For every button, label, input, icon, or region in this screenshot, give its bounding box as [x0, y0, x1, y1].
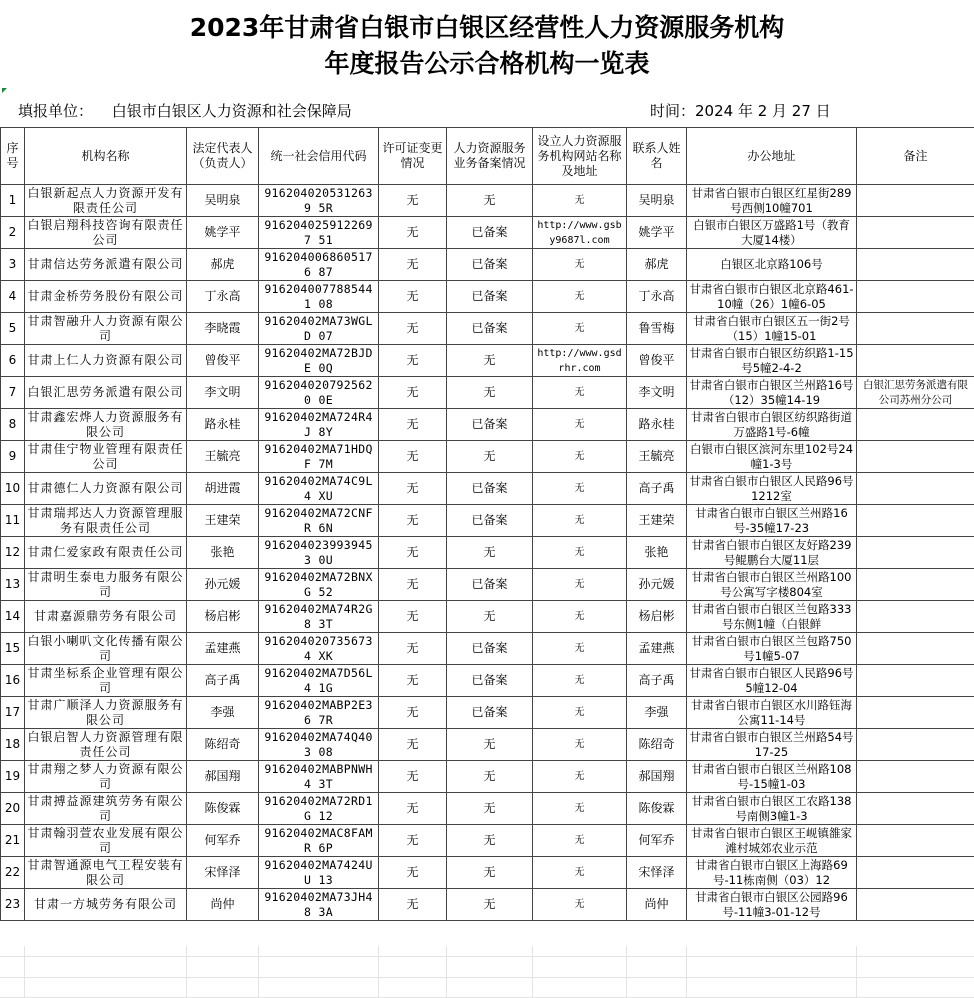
cell-site: 无 [533, 185, 627, 217]
header-col-name: 机构名称 [25, 128, 187, 185]
cell-record: 无 [447, 889, 533, 921]
cell-code: 91620402MA724R4J 8Y [259, 409, 379, 441]
cell-rep: 高子禹 [187, 665, 259, 697]
cell-note [857, 633, 974, 665]
cell-code: 91620402MAC8FAMR 6P [259, 825, 379, 857]
cell-contact: 高子禹 [627, 473, 687, 505]
cell-license: 无 [379, 729, 447, 761]
cell-contact: 郝国翔 [627, 761, 687, 793]
cell-rep: 郝虎 [187, 249, 259, 281]
cell-no: 1 [1, 185, 25, 217]
cell-rep: 张艳 [187, 537, 259, 569]
table-row [1, 857, 974, 889]
cell-record: 无 [447, 185, 533, 217]
cell-rep: 路永桂 [187, 409, 259, 441]
cell-addr: 甘肃省白银市白银区五一街2号（15）1幢15-01 [687, 313, 857, 345]
cell-note [857, 473, 974, 505]
cell-no: 23 [1, 889, 25, 921]
cell-rep: 曾俊平 [187, 345, 259, 377]
cell-site: 无 [533, 313, 627, 345]
cell-name: 甘肃德仁人力资源有限公司 [25, 473, 187, 505]
cell-contact: 何军乔 [627, 825, 687, 857]
page-title-line1: 2023年甘肃省白银市白银区经营性人力资源服务机构 [189, 13, 785, 42]
cell-site: 无 [533, 441, 627, 473]
cell-contact: 李强 [627, 697, 687, 729]
table-row [1, 697, 974, 729]
cell-site: 无 [533, 793, 627, 825]
cell-record: 无 [447, 825, 533, 857]
cell-rep: 何军乔 [187, 825, 259, 857]
cell-record: 无 [447, 601, 533, 633]
cell-rep: 姚学平 [187, 217, 259, 249]
table-row [1, 665, 974, 697]
cell-rep: 孟建燕 [187, 633, 259, 665]
cell-record: 已备案 [447, 633, 533, 665]
cell-license: 无 [379, 889, 447, 921]
cell-license: 无 [379, 217, 447, 249]
info-bar [0, 92, 974, 126]
cell-name: 甘肃智通源电气工程安装有限公司 [25, 857, 187, 889]
cell-name: 甘肃鑫宏烨人力资源服务有限公司 [25, 409, 187, 441]
cell-site: 无 [533, 601, 627, 633]
table-row [1, 537, 974, 569]
cell-name: 白银新起点人力资源开发有限责任公司 [25, 185, 187, 217]
cell-record: 无 [447, 729, 533, 761]
cell-note [857, 697, 974, 729]
cell-contact: 杨启彬 [627, 601, 687, 633]
cell-name: 甘肃仁爱家政有限责任公司 [25, 537, 187, 569]
cell-code: 9162040259122697 51 [259, 217, 379, 249]
cell-note [857, 185, 974, 217]
cell-code: 91620402MA73WGLD 07 [259, 313, 379, 345]
cell-addr: 甘肃省白银市白银区兰州路108号-15幢1-03 [687, 761, 857, 793]
cell-site: 无 [533, 537, 627, 569]
cell-record: 无 [447, 761, 533, 793]
cell-contact: 吴明泉 [627, 185, 687, 217]
cell-addr: 甘肃省白银市白银区人民路96号1212室 [687, 473, 857, 505]
cell-name: 白银汇思劳务派遣有限公司 [25, 377, 187, 409]
cell-license: 无 [379, 569, 447, 601]
cell-addr: 甘肃省白银市白银区兰州路100号公寓写字楼804室 [687, 569, 857, 601]
cell-site: 无 [533, 729, 627, 761]
table-row [1, 185, 974, 217]
cell-no: 8 [1, 409, 25, 441]
table-row [1, 505, 974, 537]
cell-contact: 陈绍奇 [627, 729, 687, 761]
cell-contact: 尚仲 [627, 889, 687, 921]
cell-name: 甘肃信达劳务派遣有限公司 [25, 249, 187, 281]
cell-note [857, 601, 974, 633]
cell-contact: 路永桂 [627, 409, 687, 441]
cell-code: 91620402MA72CNFR 6N [259, 505, 379, 537]
cell-no: 5 [1, 313, 25, 345]
cell-site: 无 [533, 281, 627, 313]
cell-note [857, 441, 974, 473]
cell-contact: 陈俊霖 [627, 793, 687, 825]
cell-record: 已备案 [447, 281, 533, 313]
cell-note [857, 281, 974, 313]
cell-addr: 甘肃省白银市白银区纺织路1-15号5幢2-4-2 [687, 345, 857, 377]
cell-code: 9162040205312639 5R [259, 185, 379, 217]
empty-sheet-grid [0, 946, 974, 998]
cell-record: 无 [447, 793, 533, 825]
cell-addr: 甘肃省白银市白银区兰州路16号-35幢17-23 [687, 505, 857, 537]
cell-site: 无 [533, 825, 627, 857]
cell-license: 无 [379, 665, 447, 697]
cell-record: 无 [447, 537, 533, 569]
cell-addr: 甘肃省白银市白银区兰包路750号1幢5-07 [687, 633, 857, 665]
cell-license: 无 [379, 537, 447, 569]
cell-license: 无 [379, 697, 447, 729]
cell-name: 甘肃翰羽萱农业发展有限公司 [25, 825, 187, 857]
cell-no: 18 [1, 729, 25, 761]
cell-contact: 张艳 [627, 537, 687, 569]
cell-note [857, 217, 974, 249]
cell-name: 甘肃嘉源鼎劳务有限公司 [25, 601, 187, 633]
report-date: 时间：2024 年 2 月 27 日 [650, 102, 831, 120]
header-col-address: 办公地址 [687, 128, 857, 185]
table-row [1, 633, 974, 665]
cell-site: 无 [533, 665, 627, 697]
cell-name: 甘肃搏益源建筑劳务有限公司 [25, 793, 187, 825]
cell-no: 7 [1, 377, 25, 409]
cell-code: 91620402MA73JH48 3A [259, 889, 379, 921]
table-row [1, 889, 974, 921]
cell-contact: 郝虎 [627, 249, 687, 281]
cell-no: 14 [1, 601, 25, 633]
cell-no: 4 [1, 281, 25, 313]
cell-license: 无 [379, 857, 447, 889]
cell-license: 无 [379, 377, 447, 409]
cell-site: 无 [533, 633, 627, 665]
cell-site: 无 [533, 409, 627, 441]
cell-contact: 丁永高 [627, 281, 687, 313]
cell-addr: 甘肃省白银市白银区上海路69号-11栋南侧（03）12 [687, 857, 857, 889]
header-col-note: 备注 [857, 128, 974, 185]
header-col-record: 人力资源服务业务备案情况 [447, 128, 533, 185]
cell-license: 无 [379, 601, 447, 633]
cell-no: 16 [1, 665, 25, 697]
cell-note [857, 729, 974, 761]
cell-rep: 宋怿泽 [187, 857, 259, 889]
cell-contact: 姚学平 [627, 217, 687, 249]
cell-note [857, 857, 974, 889]
cell-license: 无 [379, 185, 447, 217]
cell-record: 已备案 [447, 313, 533, 345]
header-col-site: 设立人力资源服务机构网站名称及地址 [533, 128, 627, 185]
cell-code: 91620402MA74R2G8 3T [259, 601, 379, 633]
cell-record: 已备案 [447, 217, 533, 249]
table-row [1, 217, 974, 249]
cell-license: 无 [379, 633, 447, 665]
cell-code: 91620402MA74C9L4 XU [259, 473, 379, 505]
cell-contact: 高子禹 [627, 665, 687, 697]
cell-code: 91620402MA72RD1G 12 [259, 793, 379, 825]
cell-contact: 孙元媛 [627, 569, 687, 601]
cell-name: 甘肃瑞邦达人力资源管理服务有限责任公司 [25, 505, 187, 537]
cell-rep: 王建荣 [187, 505, 259, 537]
cell-site: http://www.gsby9687l.com [533, 217, 627, 249]
cell-addr: 甘肃省白银市白银区工农路138号南侧3幢1-3 [687, 793, 857, 825]
cell-rep: 尚仲 [187, 889, 259, 921]
cell-code: 91620402MA72BNXG 52 [259, 569, 379, 601]
cell-record: 已备案 [447, 249, 533, 281]
table-row [1, 345, 974, 377]
header-col-contact: 联系人姓名 [627, 128, 687, 185]
cell-site: 无 [533, 761, 627, 793]
page-title-line2: 年度报告公示合格机构一览表 [324, 49, 650, 78]
cell-site: 无 [533, 505, 627, 537]
cell-note [857, 313, 974, 345]
table-row [1, 409, 974, 441]
cell-license: 无 [379, 473, 447, 505]
cell-addr: 甘肃省白银市白银区水川路钰海公寓11-14号 [687, 697, 857, 729]
cell-no: 17 [1, 697, 25, 729]
cell-site: 无 [533, 889, 627, 921]
cell-name: 甘肃金桥劳务股份有限公司 [25, 281, 187, 313]
cell-no: 13 [1, 569, 25, 601]
cell-code: 91620402MA74Q403 08 [259, 729, 379, 761]
cell-addr: 甘肃省白银市白银区红星街289号西侧10幢701 [687, 185, 857, 217]
header-col-license: 许可证变更情况 [379, 128, 447, 185]
cell-contact: 宋怿泽 [627, 857, 687, 889]
cell-note [857, 825, 974, 857]
cell-code: 91620402MABPNWH4 3T [259, 761, 379, 793]
cell-name: 甘肃一方城劳务有限公司 [25, 889, 187, 921]
cell-license: 无 [379, 793, 447, 825]
cell-record: 已备案 [447, 665, 533, 697]
cell-code: 9162040077885441 08 [259, 281, 379, 313]
table-row [1, 825, 974, 857]
cell-rep: 李晓霞 [187, 313, 259, 345]
cell-name: 甘肃翔之梦人力资源有限公司 [25, 761, 187, 793]
cell-record: 已备案 [447, 569, 533, 601]
cell-rep: 李强 [187, 697, 259, 729]
cell-name: 白银小喇叭文化传播有限公司 [25, 633, 187, 665]
cell-note [857, 409, 974, 441]
cell-addr: 白银市白银区滨河东里102号24幢1-3号 [687, 441, 857, 473]
cell-license: 无 [379, 345, 447, 377]
cell-name: 白银启智人力资源管理有限责任公司 [25, 729, 187, 761]
cell-rep: 李文明 [187, 377, 259, 409]
cell-name: 甘肃上仁人力资源有限公司 [25, 345, 187, 377]
table-row [1, 377, 974, 409]
table-row [1, 441, 974, 473]
cell-license: 无 [379, 505, 447, 537]
cell-no: 6 [1, 345, 25, 377]
cell-record: 已备案 [447, 473, 533, 505]
cell-no: 2 [1, 217, 25, 249]
table-row [1, 569, 974, 601]
cell-code: 91620402MA7D56L4 1G [259, 665, 379, 697]
table-row [1, 729, 974, 761]
cell-license: 无 [379, 761, 447, 793]
cell-note [857, 665, 974, 697]
reporting-unit-value: 白银市白银区人力资源和社会保障局 [111, 102, 352, 120]
cell-no: 22 [1, 857, 25, 889]
cell-addr: 白银市白银区万盛路1号（教育大厦14楼） [687, 217, 857, 249]
header-col-rep: 法定代表人（负责人） [187, 128, 259, 185]
cell-note [857, 505, 974, 537]
cell-name: 甘肃坐标系企业管理有限公司 [25, 665, 187, 697]
cell-rep: 陈绍奇 [187, 729, 259, 761]
cell-code: 91620402MA71HDQF 7M [259, 441, 379, 473]
table-row [1, 601, 974, 633]
cell-name: 甘肃佳宁物业管理有限责任公司 [25, 441, 187, 473]
cell-no: 21 [1, 825, 25, 857]
cell-code: 9162040068605176 87 [259, 249, 379, 281]
cell-no: 15 [1, 633, 25, 665]
cell-code: 9162040239939453 0U [259, 537, 379, 569]
cell-record: 已备案 [447, 409, 533, 441]
cell-no: 19 [1, 761, 25, 793]
cell-name: 甘肃广顺泽人力资源服务有限公司 [25, 697, 187, 729]
cell-rep: 王毓亮 [187, 441, 259, 473]
cell-addr: 甘肃省白银市白银区兰包路333号东侧1幢（白银鲜 [687, 601, 857, 633]
cell-record: 无 [447, 345, 533, 377]
table-row [1, 793, 974, 825]
cell-rep: 陈俊霖 [187, 793, 259, 825]
cell-name: 甘肃智融升人力资源有限公司 [25, 313, 187, 345]
cell-record: 已备案 [447, 697, 533, 729]
table-row [1, 761, 974, 793]
cell-code: 91620402MABP2E36 7R [259, 697, 379, 729]
cell-note: 白银汇思劳务派遣有限公司苏州分公司 [857, 377, 974, 409]
cell-license: 无 [379, 249, 447, 281]
cell-note [857, 889, 974, 921]
cell-no: 11 [1, 505, 25, 537]
cell-license: 无 [379, 313, 447, 345]
table-row [1, 313, 974, 345]
cell-rep: 胡进霞 [187, 473, 259, 505]
cell-addr: 甘肃省白银市白银区友好路239号鲲鹏台大厦11层 [687, 537, 857, 569]
table-header-row [1, 128, 974, 185]
cell-addr: 甘肃省白银市白银区王岘镇雒家滩村城郊农业示范 [687, 825, 857, 857]
cell-note [857, 249, 974, 281]
cell-no: 20 [1, 793, 25, 825]
table-row [1, 249, 974, 281]
cell-code: 91620402MA7424UU 13 [259, 857, 379, 889]
cell-note [857, 793, 974, 825]
cell-site: 无 [533, 249, 627, 281]
cell-rep: 郝国翔 [187, 761, 259, 793]
cell-addr: 甘肃省白银市白银区北京路461-10幢（26）1幢6-05 [687, 281, 857, 313]
cell-rep: 吴明泉 [187, 185, 259, 217]
cell-addr: 白银区北京路106号 [687, 249, 857, 281]
cell-contact: 鲁雪梅 [627, 313, 687, 345]
cell-site: 无 [533, 857, 627, 889]
cell-site: 无 [533, 473, 627, 505]
table-row [1, 281, 974, 313]
cell-record: 无 [447, 377, 533, 409]
cell-no: 9 [1, 441, 25, 473]
cell-record: 已备案 [447, 505, 533, 537]
cell-contact: 王建荣 [627, 505, 687, 537]
cell-note [857, 569, 974, 601]
header-col-no: 序号 [1, 128, 25, 185]
institution-table [0, 127, 974, 921]
cell-no: 12 [1, 537, 25, 569]
cell-note [857, 345, 974, 377]
table-row [1, 473, 974, 505]
cell-contact: 李文明 [627, 377, 687, 409]
cell-name: 甘肃明生泰电力服务有限公司 [25, 569, 187, 601]
cell-license: 无 [379, 281, 447, 313]
cell-rep: 杨启彬 [187, 601, 259, 633]
reporting-unit-label: 填报单位： [18, 102, 94, 120]
cell-site: http://www.gsdrhr.com [533, 345, 627, 377]
cell-license: 无 [379, 825, 447, 857]
cell-site: 无 [533, 569, 627, 601]
cell-addr: 甘肃省白银市白银区纺织路街道万盛路1号-6幢 [687, 409, 857, 441]
cell-no: 3 [1, 249, 25, 281]
cell-record: 无 [447, 857, 533, 889]
cell-addr: 甘肃省白银市白银区兰州路54号17-25 [687, 729, 857, 761]
cell-code: 9162040207925620 0E [259, 377, 379, 409]
cell-license: 无 [379, 441, 447, 473]
cell-addr: 甘肃省白银市白银区公园路96号-11幢3-01-12号 [687, 889, 857, 921]
cell-site: 无 [533, 377, 627, 409]
cell-note [857, 537, 974, 569]
cell-license: 无 [379, 409, 447, 441]
cell-note [857, 761, 974, 793]
cell-code: 9162040207356734 XK [259, 633, 379, 665]
cell-contact: 曾俊平 [627, 345, 687, 377]
cell-site: 无 [533, 697, 627, 729]
cell-record: 无 [447, 441, 533, 473]
cell-contact: 王毓亮 [627, 441, 687, 473]
cell-name: 白银启翔科技咨询有限责任公司 [25, 217, 187, 249]
reporting-unit [18, 100, 352, 121]
header-col-code: 统一社会信用代码 [259, 128, 379, 185]
cell-code: 91620402MA72BJDE 0Q [259, 345, 379, 377]
cell-addr: 甘肃省白银市白银区人民路96号5幢12-04 [687, 665, 857, 697]
cell-rep: 孙元媛 [187, 569, 259, 601]
cell-contact: 孟建燕 [627, 633, 687, 665]
cell-rep: 丁永高 [187, 281, 259, 313]
cell-addr: 甘肃省白银市白银区兰州路16号（12）35幢14-19 [687, 377, 857, 409]
cell-no: 10 [1, 473, 25, 505]
